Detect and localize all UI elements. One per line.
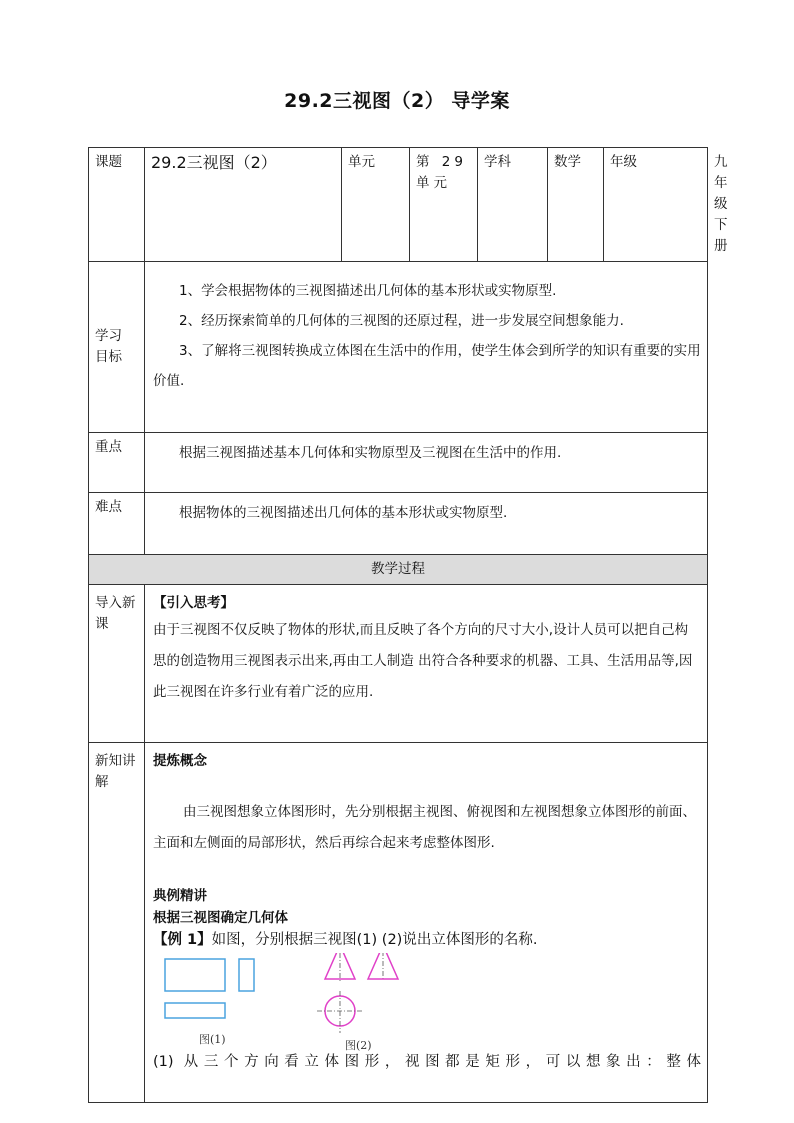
key-point-row [89,433,708,493]
page-title: 29.2三视图（2） 导学案 [284,90,510,112]
lesson-plan-table [88,147,728,1103]
fig2-label: 图(2) [345,1039,372,1052]
example-sub-heading: 根据三视图确定几何体 [153,910,288,926]
process-header: 教学过程 [89,555,708,585]
subject-label: 学科 [478,148,548,262]
example-tag: 【例 1】 [153,932,212,948]
example-figures [153,951,701,1051]
objectives-row [89,262,708,433]
header-row: 课题 29.2三视图（2） 单元 第 29 单元 学科 数学 年级 九年级下册 [89,148,708,262]
example-text: 如图，分别根据三视图(1) (2)说出立体图形的名称. [211,932,538,948]
new-content-row [89,743,708,1103]
examples-heading: 典例精讲 [153,888,207,904]
difficulty-label: 难点 [89,493,145,555]
difficulty-text: 根据物体的三视图描述出几何体的基本形状或实物原型. [179,505,508,521]
objectives-label: 学习目标 [89,262,145,433]
fig1-side-view [239,959,254,991]
three-view-figures [157,953,417,1053]
process-header-row [89,555,708,585]
intro-text: 由于三视图不仅反映了物体的形状,而且反映了各个方向的尺寸大小,设计人员可以把自己构思的创造物用三视图表示出来,再由工人制造 出符合各种要求的机器、工具、生活用品等,因此三视图在许多行业有着广泛的应用. [153,622,693,700]
fig1-top-view [165,1003,225,1018]
topic-label: 课题 [89,148,145,262]
unit-label: 单元 [342,148,410,262]
grade-label: 年级 [604,148,708,262]
objective-item: 3、了解将三视图转换成立体图在生活中的作用，使学生体会到所学的知识有重要的实用价值. [153,343,701,389]
fig1-front-view [165,959,225,991]
key-point-label: 重点 [89,433,145,493]
objective-item: 1、学会根据物体的三视图描述出几何体的基本形状或实物原型. [179,283,557,299]
intro-row [89,585,708,743]
example-1 [153,929,701,951]
concept-heading: 提炼概念 [153,753,207,769]
objective-item: 2、经历探索简单的几何体的三视图的还原过程，进一步发展空间想象能力. [179,313,624,329]
difficulty-row [89,493,708,555]
new-content-label: 新知讲解 [89,743,145,1103]
key-point-text: 根据三视图描述基本几何体和实物原型及三视图在生活中的作用. [179,445,562,461]
unit-value: 第 29 单元 [410,148,478,262]
intro-heading: 【引入思考】 [153,595,234,611]
concept-text: 由三视图想象立体图形时，先分别根据主视图、俯视图和左视图想象立体图形的前面、主面和左侧面的局部形状，然后再综合起来考虑整体图形. [153,804,696,851]
fig1-label: 图(1) [199,1033,226,1046]
answer-text: (1) 从三个方向看立体图形，视图都是矩形，可以想象出：整体 [153,1054,701,1070]
subject-value: 数学 [548,148,604,262]
topic-value: 29.2三视图（2） [145,148,342,262]
intro-label: 导入新课 [89,585,145,743]
objectives-content [145,262,708,433]
